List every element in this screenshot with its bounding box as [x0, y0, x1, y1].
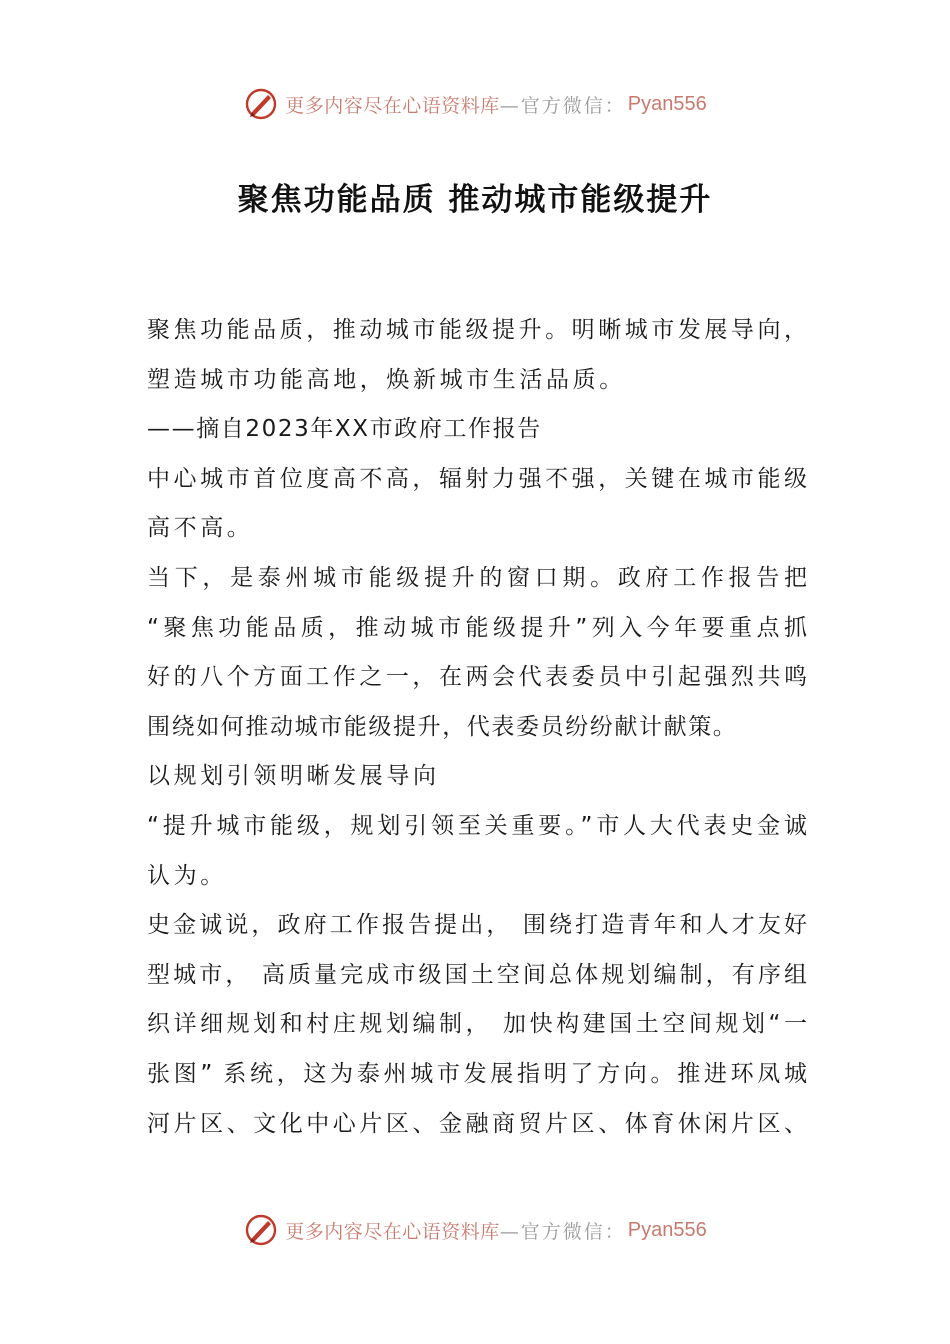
paragraph-line: 聚焦功能品质，推动城市能级提升。明晰城市发展导向，: [147, 317, 807, 343]
paragraph-line: 塑造城市功能高地，焕新城市生活品质。: [147, 366, 626, 393]
watermark-text: 更多内容尽在心语资料库: [285, 1220, 500, 1243]
article-body: [147, 306, 807, 1149]
paragraph-line: 认为。: [147, 862, 227, 889]
watermark-text: 更多内容尽在心语资料库: [285, 94, 500, 117]
paragraph-line: ——摘自2023年XX市政府工作报告: [147, 416, 542, 443]
paragraph-line: 张图” 系统，这为泰州城市发展指明了方向。推进环凤城: [147, 1060, 807, 1087]
pen-logo-icon: [243, 1212, 279, 1248]
paragraph-line: “聚焦功能品质，推动城市能级提升”列入今年要重点抓: [147, 614, 807, 641]
section-heading: 以规划引领明晰发展导向: [147, 763, 440, 790]
watermark-banner-bottom: [0, 1208, 950, 1252]
watermark-subtext: —官方微信：: [499, 94, 626, 117]
watermark-banner-top: [0, 82, 950, 126]
paragraph-line: “提升城市能级，规划引领至关重要。”市人大代表史金诚: [147, 812, 807, 839]
paragraph-line: 河片区、文化中心片区、金融商贸片区、体育休闲片区、: [147, 1110, 807, 1137]
paragraph-line: 型城市， 高质量完成市级国土空间总体规划编制，有序组: [147, 961, 807, 988]
pen-logo-icon: [243, 86, 279, 122]
paragraph-line: 当下，是泰州城市能级提升的窗口期。政府工作报告把: [147, 564, 807, 591]
paragraph-line: 围绕如何推动城市能级提升，代表委员纷纷献计献策。: [147, 713, 738, 740]
paragraph-line: 史金诚说，政府工作报告提出， 围绕打造青年和人才友好: [147, 912, 807, 939]
paragraph-line: 好的八个方面工作之一，在两会代表委员中引起强烈共鸣: [147, 664, 807, 691]
paragraph-line: 织详细规划和村庄规划编制， 加快构建国土空间规划“一: [147, 1011, 807, 1038]
article-title: 聚焦功能品质 推动城市能级提升: [237, 182, 713, 218]
watermark-wechat-id: Pyan556: [627, 1218, 707, 1241]
watermark-subtext: —官方微信：: [499, 1220, 626, 1243]
paragraph-line: 中心城市首位度高不高，辐射力强不强，关键在城市能级: [147, 465, 807, 492]
paragraph-line: 高不高。: [147, 515, 254, 542]
watermark-wechat-id: Pyan556: [627, 92, 707, 115]
